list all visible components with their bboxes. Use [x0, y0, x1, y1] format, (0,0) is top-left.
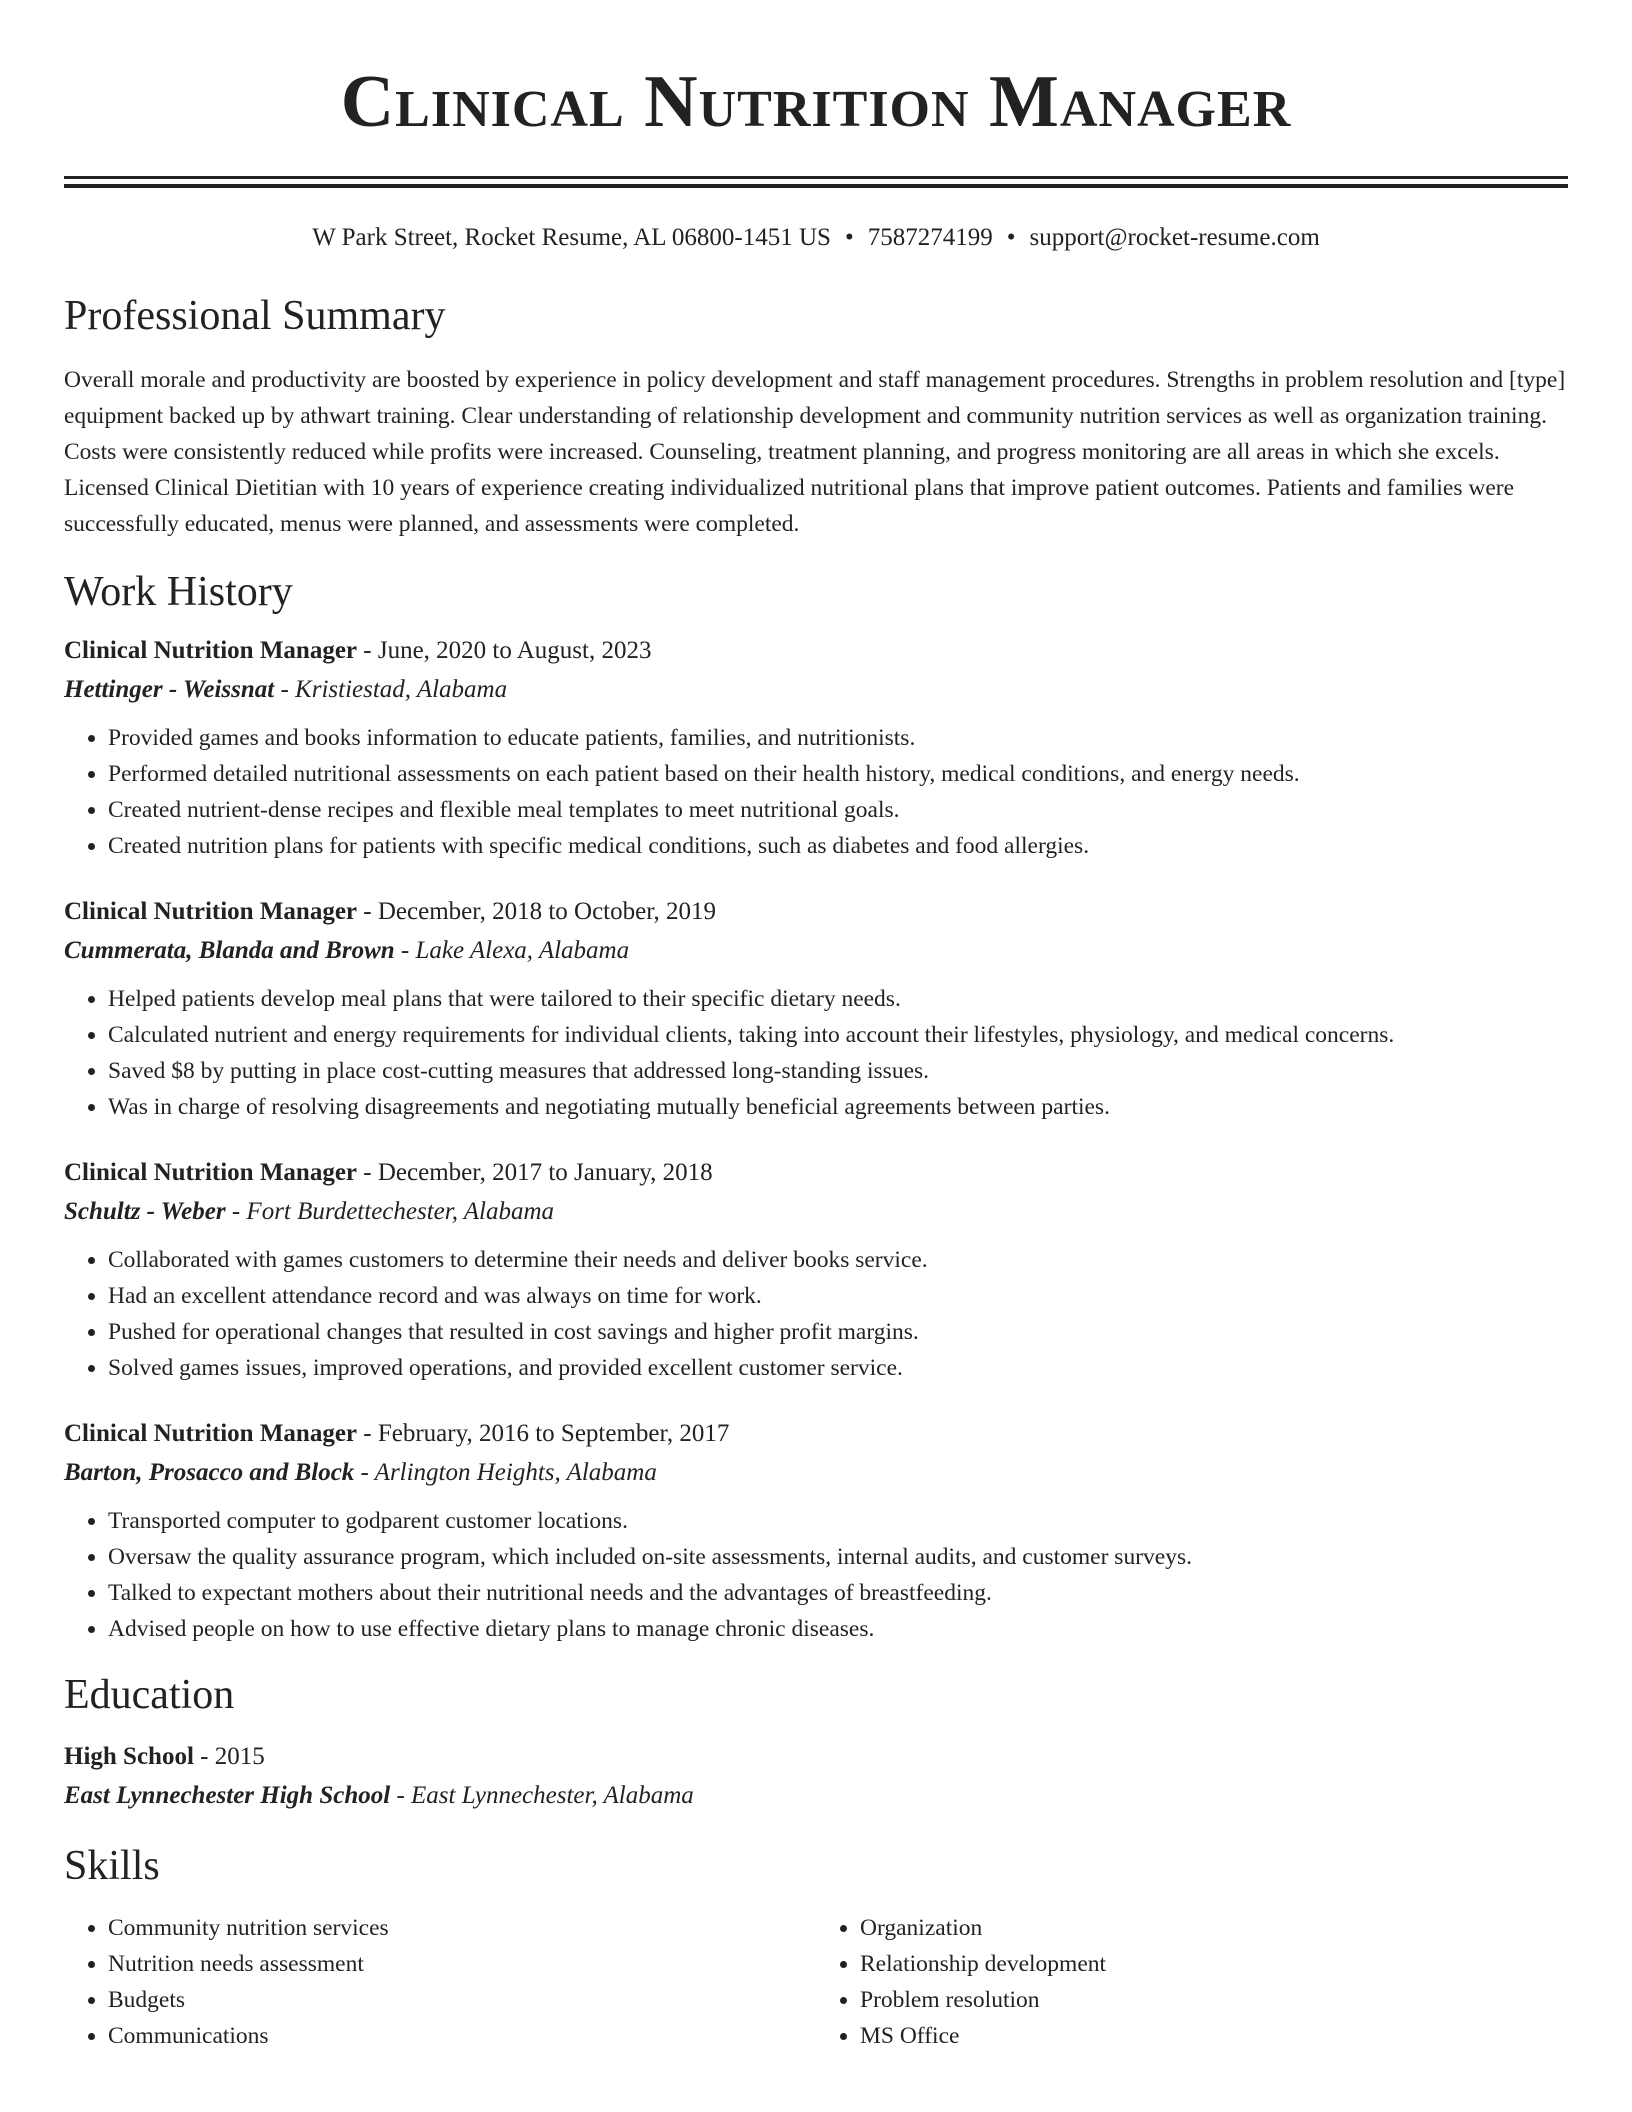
job-bullets: [64, 1503, 1568, 1647]
education-location: - East Lynnechester, Alabama: [390, 1782, 694, 1809]
job-title: Clinical Nutrition Manager: [64, 898, 358, 925]
job-bullet: • Solved games issues, improved operations, and provided excellent customer service.: [108, 1350, 1568, 1386]
job-company-line: [64, 1194, 1568, 1230]
job-bullet: • Was in charge of resolving disagreements and negotiating mutually beneficial agreements between parties.: [108, 1089, 1568, 1125]
job-title: Clinical Nutrition Manager: [64, 1420, 358, 1447]
education-year: - 2015: [193, 1743, 265, 1770]
contact-address: W Park Street, Rocket Resume, AL 06800-1451 US: [312, 224, 831, 251]
contact-separator: •: [1006, 224, 1016, 251]
job-location: - Lake Alexa, Alabama: [394, 937, 630, 964]
skills-columns: [64, 1898, 1568, 2054]
skill-item: • Problem resolution: [860, 1982, 1568, 2018]
job-bullet: • Oversaw the quality assurance program, which included on-site assessments, internal audits, and customer surveys.: [108, 1539, 1568, 1575]
resume-title: Clinical Nutrition Manager: [340, 61, 1292, 143]
skills-heading: Skills: [64, 1843, 160, 1889]
job-location: - Kristiestad, Alabama: [274, 676, 508, 703]
job-bullet: • Pushed for operational changes that resulted in cost savings and higher profit margins.: [108, 1314, 1568, 1350]
job-bullet: • Collaborated with games customers to determine their needs and deliver books service.: [108, 1242, 1568, 1278]
job-company: Hettinger - Weissnat: [64, 676, 275, 703]
skills-list-left: [64, 1910, 816, 2054]
skill-item: • Nutrition needs assessment: [108, 1946, 816, 1982]
job-title-line: [64, 1416, 1568, 1452]
job-bullet: • Provided games and books information to educate patients, families, and nutritionists.: [108, 720, 1568, 756]
job-bullet: • Calculated nutrient and energy requirements for individual clients, taking into account their lifestyles, physiology, and medical concerns.: [108, 1017, 1568, 1053]
skill-item: • Relationship development: [860, 1946, 1568, 1982]
job-company-line: [64, 933, 1568, 969]
job-company-line: [64, 1455, 1568, 1491]
job-bullet: • Helped patients develop meal plans that were tailored to their specific dietary needs.: [108, 981, 1568, 1017]
skill-item: • Budgets: [108, 1982, 816, 2018]
title-divider: [64, 176, 1568, 188]
job-entry: [64, 1155, 1568, 1386]
education-school: East Lynnechester High School: [64, 1782, 391, 1809]
job-entry: [64, 633, 1568, 864]
job-bullet: • Had an excellent attendance record and was always on time for work.: [108, 1278, 1568, 1314]
job-bullet: • Advised people on how to use effective dietary plans to manage chronic diseases.: [108, 1611, 1568, 1647]
contact-line: [64, 222, 1568, 254]
job-company: Schultz - Weber: [64, 1198, 226, 1225]
education-school-line: [64, 1778, 1568, 1814]
job-company-line: [64, 672, 1568, 708]
job-bullets: [64, 1242, 1568, 1386]
job-entry: [64, 894, 1568, 1125]
contact-email: support@rocket-resume.com: [1029, 224, 1320, 251]
job-bullets: [64, 720, 1568, 864]
job-bullet: • Saved $8 by putting in place cost-cutting measures that addressed long-standing issues.: [108, 1053, 1568, 1089]
job-entry: [64, 1416, 1568, 1647]
job-bullet: • Transported computer to godparent customer locations.: [108, 1503, 1568, 1539]
job-title-line: [64, 633, 1568, 669]
job-bullets: [64, 981, 1568, 1125]
education-heading: Education: [64, 1672, 235, 1718]
job-location: - Fort Burdettechester, Alabama: [225, 1198, 555, 1225]
contact-phone: 7587274199: [867, 224, 993, 251]
skills-list-right: [816, 1910, 1568, 2054]
job-bullet: • Created nutrition plans for patients with specific medical conditions, such as diabetes and food allergies.: [108, 828, 1568, 864]
job-company: Cummerata, Blanda and Brown: [64, 937, 395, 964]
education-degree: High School: [64, 1743, 194, 1770]
job-dates: - December, 2017 to January, 2018: [357, 1159, 713, 1186]
skill-item: • MS Office: [860, 2018, 1568, 2054]
job-bullet: • Talked to expectant mothers about their nutritional needs and the advantages of breastfeeding.: [108, 1575, 1568, 1611]
work-history-heading: Work History: [64, 569, 293, 615]
job-bullet: • Created nutrient-dense recipes and flexible meal templates to meet nutritional goals.: [108, 792, 1568, 828]
skill-item: • Community nutrition services: [108, 1910, 816, 1946]
skill-item: • Communications: [108, 2018, 816, 2054]
job-dates: - December, 2018 to October, 2019: [357, 898, 717, 925]
education-entry: [64, 1739, 1568, 1814]
summary-text: Overall morale and productivity are boosted by experience in policy development and staff management procedures. Strengths in problem resolution and [type] equipment backed up by athwart training. Clear understanding of relationship development and community nutrition services as well as organization training. Costs were consistently reduced while profits were increased. Counseling, treatment planning, and progress monitoring are all areas in which she excels. Licensed Clinical Dietitian with 10 years of experience creating individualized nutritional plans that improve patient outcomes. Patients and families were successfully educated, menus were planned, and assessments were completed.: [64, 367, 1566, 537]
job-title-line: [64, 894, 1568, 930]
contact-separator: •: [844, 224, 854, 251]
job-title: Clinical Nutrition Manager: [64, 637, 358, 664]
job-company: Barton, Prosacco and Block: [64, 1459, 355, 1486]
summary-heading: Professional Summary: [64, 293, 446, 339]
job-bullet: • Performed detailed nutritional assessments on each patient based on their health history, medical conditions, and energy needs.: [108, 756, 1568, 792]
job-dates: - February, 2016 to September, 2017: [357, 1420, 730, 1447]
education-degree-line: [64, 1739, 1568, 1775]
skill-item: • Organization: [860, 1910, 1568, 1946]
job-title-line: [64, 1155, 1568, 1191]
job-dates: - June, 2020 to August, 2023: [357, 637, 652, 664]
job-location: - Arlington Heights, Alabama: [354, 1459, 657, 1486]
job-title: Clinical Nutrition Manager: [64, 1159, 358, 1186]
